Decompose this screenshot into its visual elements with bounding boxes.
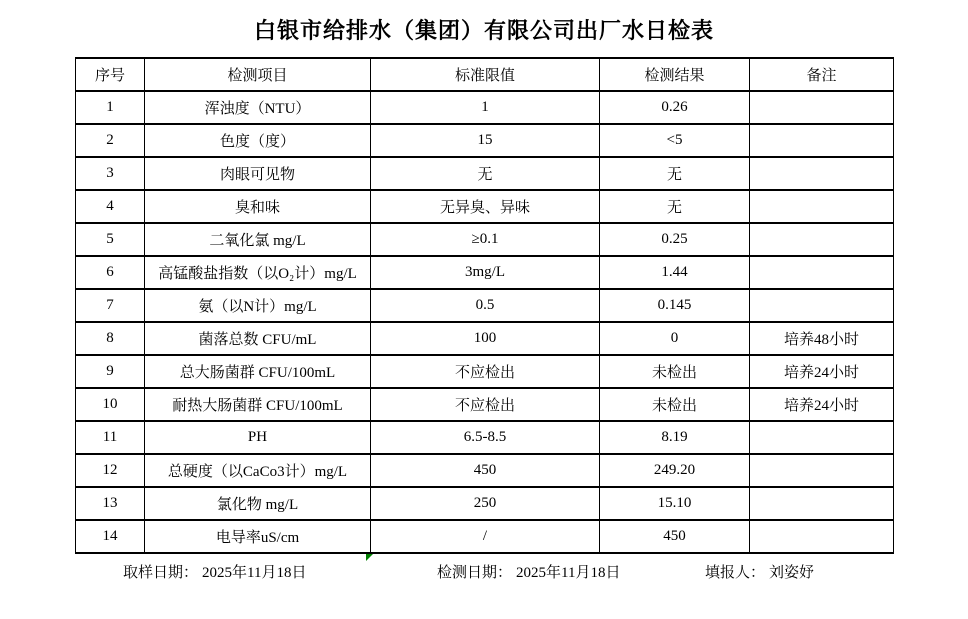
cell-remark[interactable] <box>750 124 894 157</box>
cell-serial[interactable]: 1 <box>76 91 145 124</box>
table-row <box>76 190 894 223</box>
testing-date <box>437 561 620 582</box>
cell-limit[interactable]: 6.5-8.5 <box>371 421 600 454</box>
cell-result[interactable]: 0.26 <box>600 91 750 124</box>
cell-remark[interactable]: 培养24小时 <box>750 388 894 421</box>
header-cell-remark[interactable]: 备注 <box>750 58 894 91</box>
cell-serial[interactable]: 5 <box>76 223 145 256</box>
header-cell-limit[interactable]: 标准限值 <box>371 58 600 91</box>
cell-item[interactable]: 浑浊度（NTU） <box>145 91 371 124</box>
sampling-date <box>123 561 306 582</box>
cell-result[interactable]: <5 <box>600 124 750 157</box>
cell-remark[interactable] <box>750 157 894 190</box>
cell-result[interactable]: 249.20 <box>600 454 750 487</box>
header-cell-serial[interactable]: 序号 <box>76 58 145 91</box>
table-row <box>76 223 894 256</box>
reporter-name: 刘姿妤 <box>769 565 815 581</box>
cell-item[interactable]: 色度（度） <box>145 124 371 157</box>
cell-item[interactable]: 总大肠菌群 CFU/100mL <box>145 355 371 388</box>
reporter-label: 填报人： <box>705 565 766 581</box>
cell-result[interactable]: 0 <box>600 322 750 355</box>
testing-date-value: 2025年11月18日 <box>516 565 621 581</box>
cell-item[interactable]: 高锰酸盐指数（以O₂计）mg/L <box>145 256 371 289</box>
cell-remark[interactable] <box>750 289 894 322</box>
header-cell-result[interactable]: 检测结果 <box>600 58 750 91</box>
table-row <box>76 256 894 289</box>
cell-remark[interactable] <box>750 454 894 487</box>
cell-item[interactable]: 菌落总数 CFU/mL <box>145 322 371 355</box>
table-row <box>76 454 894 487</box>
cell-result[interactable]: 无 <box>600 190 750 223</box>
cell-remark[interactable] <box>750 256 894 289</box>
table-row <box>76 388 894 421</box>
cell-limit[interactable]: 250 <box>371 487 600 520</box>
reporter <box>705 561 814 582</box>
cell-serial[interactable]: 12 <box>76 454 145 487</box>
table-header-row <box>76 58 894 91</box>
cell-item[interactable]: 电导率uS/cm <box>145 520 371 553</box>
cell-result[interactable]: 15.10 <box>600 487 750 520</box>
cell-item[interactable]: 氯化物 mg/L <box>145 487 371 520</box>
cell-item[interactable]: 二氧化氯 mg/L <box>145 223 371 256</box>
table-row <box>76 355 894 388</box>
cell-remark[interactable]: 培养48小时 <box>750 322 894 355</box>
table-row <box>76 322 894 355</box>
cell-serial[interactable]: 7 <box>76 289 145 322</box>
cell-result[interactable]: 无 <box>600 157 750 190</box>
testing-date-label: 检测日期： <box>437 565 513 581</box>
cell-result[interactable]: 450 <box>600 520 750 553</box>
cell-item[interactable]: 臭和味 <box>145 190 371 223</box>
cell-limit[interactable]: 无 <box>371 157 600 190</box>
cell-result[interactable]: 未检出 <box>600 355 750 388</box>
cell-remark[interactable] <box>750 91 894 124</box>
cell-limit[interactable]: 450 <box>371 454 600 487</box>
cell-limit[interactable]: 3mg/L <box>371 256 600 289</box>
cell-result[interactable]: 0.145 <box>600 289 750 322</box>
cell-result[interactable]: 1.44 <box>600 256 750 289</box>
cell-remark[interactable] <box>750 487 894 520</box>
cell-serial[interactable]: 8 <box>76 322 145 355</box>
cell-limit[interactable]: 不应检出 <box>371 355 600 388</box>
cell-item[interactable]: 耐热大肠菌群 CFU/100mL <box>145 388 371 421</box>
cell-limit[interactable]: / <box>371 520 600 553</box>
cell-serial[interactable]: 11 <box>76 421 145 454</box>
cell-error-indicator-icon <box>366 554 373 561</box>
cell-serial[interactable]: 14 <box>76 520 145 553</box>
table-row <box>76 421 894 454</box>
cell-item[interactable]: 氨（以N计）mg/L <box>145 289 371 322</box>
cell-serial[interactable]: 13 <box>76 487 145 520</box>
table-row <box>76 289 894 322</box>
sampling-date-label: 取样日期： <box>123 565 199 581</box>
cell-item[interactable]: 肉眼可见物 <box>145 157 371 190</box>
cell-limit[interactable]: 15 <box>371 124 600 157</box>
sampling-date-value: 2025年11月18日 <box>202 565 307 581</box>
cell-limit[interactable]: ≥0.1 <box>371 223 600 256</box>
cell-limit[interactable]: 不应检出 <box>371 388 600 421</box>
cell-remark[interactable]: 培养24小时 <box>750 355 894 388</box>
cell-result[interactable]: 8.19 <box>600 421 750 454</box>
cell-limit[interactable]: 1 <box>371 91 600 124</box>
cell-remark[interactable] <box>750 421 894 454</box>
cell-limit[interactable]: 100 <box>371 322 600 355</box>
cell-serial[interactable]: 6 <box>76 256 145 289</box>
header-cell-item[interactable]: 检测项目 <box>145 58 371 91</box>
cell-item[interactable]: PH <box>145 421 371 454</box>
cell-limit[interactable]: 无异臭、异味 <box>371 190 600 223</box>
page-title: 白银市给排水（集团）有限公司出厂水日检表 <box>253 18 714 43</box>
cell-remark[interactable] <box>750 223 894 256</box>
table-row <box>76 520 894 553</box>
table-row <box>76 91 894 124</box>
table-row <box>76 124 894 157</box>
cell-item[interactable]: 总硬度（以CaCo3计）mg/L <box>145 454 371 487</box>
cell-result[interactable]: 未检出 <box>600 388 750 421</box>
cell-remark[interactable] <box>750 520 894 553</box>
cell-serial[interactable]: 4 <box>76 190 145 223</box>
water-quality-table <box>75 57 894 554</box>
cell-serial[interactable]: 2 <box>76 124 145 157</box>
cell-serial[interactable]: 9 <box>76 355 145 388</box>
table-row <box>76 487 894 520</box>
cell-limit[interactable]: 0.5 <box>371 289 600 322</box>
cell-serial[interactable]: 3 <box>76 157 145 190</box>
table-row <box>76 157 894 190</box>
cell-result[interactable]: 0.25 <box>600 223 750 256</box>
cell-remark[interactable] <box>750 190 894 223</box>
cell-serial[interactable]: 10 <box>76 388 145 421</box>
